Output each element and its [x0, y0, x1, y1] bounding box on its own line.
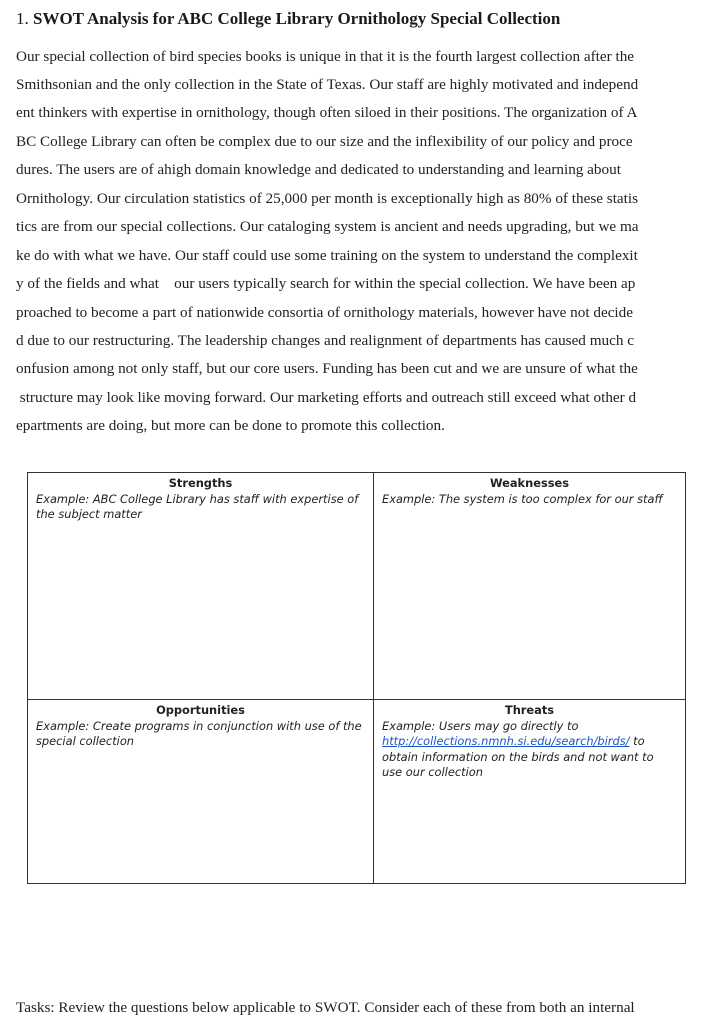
paragraph-line: d due to our restructuring. The leadership changes and realignment of departments has caused much c	[16, 332, 634, 349]
opportunities-cell	[28, 700, 374, 884]
paragraph-line: Smithsonian and the only collection in the State of Texas. Our staff are highly motivated and independ	[16, 76, 639, 93]
swot-row	[28, 473, 686, 700]
paragraph-line: epartments are doing, but more can be done to promote this collection.	[16, 417, 445, 434]
section-number: 1.	[16, 9, 29, 28]
threats-example	[382, 719, 677, 781]
paragraph-line: Ornithology. Our circulation statistics of 25,000 per month is exceptionally high as 80% of these statis	[16, 190, 639, 207]
paragraph-line: onfusion among not only staff, but our core users. Funding has been cut and we are unsure of what the	[16, 360, 638, 377]
tasks-text: Tasks: Review the questions below applicable to SWOT. Consider each of these from both an internal	[16, 999, 635, 1016]
opportunities-example: Example: Create programs in conjunction with use of the special collection	[36, 718, 362, 748]
opportunities-heading: Opportunities	[156, 703, 245, 717]
smithsonian-birds-link[interactable]: http://collections.nmnh.si.edu/search/birds/	[382, 734, 630, 748]
paragraph-line: tics are from our special collections. Our cataloging system is ancient and needs upgrading, but we ma	[16, 218, 639, 235]
section-heading	[16, 9, 560, 29]
paragraph-line: BC College Library can often be complex due to our size and the inflexibility of our policy and proce	[16, 133, 633, 150]
strengths-cell	[28, 473, 374, 700]
weaknesses-heading: Weaknesses	[489, 476, 570, 490]
paragraph-line: Our special collection of bird species books is unique in that it is the fourth largest collection after the	[16, 48, 635, 65]
threats-heading: Threats	[504, 703, 555, 717]
weaknesses-example: Example: The system is too complex for our staff	[382, 491, 663, 506]
threats-example-text: Example: Users may go directly to	[382, 718, 579, 733]
weaknesses-cell	[374, 473, 686, 700]
section-title: SWOT Analysis for ABC College Library Ornithology Special Collection	[33, 9, 561, 28]
paragraph-line: structure may look like moving forward. Our marketing efforts and outreach still exceed what other d	[16, 389, 637, 406]
swot-table	[27, 472, 686, 884]
paragraph-line: y of the fields and what our users typically search for within the special collection. We have been ap	[16, 275, 636, 292]
strengths-example: Example: ABC College Library has staff with expertise of the subject matter	[36, 491, 359, 521]
strengths-heading: Strengths	[168, 476, 233, 490]
paragraph-line: dures. The users are of ahigh domain knowledge and dedicated to understanding and learning about	[16, 161, 621, 178]
threats-example-text-continued: to obtain information on the birds and not want to use our collection	[382, 734, 654, 779]
paragraph-line: proached to become a part of nationwide consortia of ornithology materials, however have not decide	[16, 304, 633, 321]
paragraph-line: ent thinkers with expertise in ornithology, though often siloed in their positions. The organization of A	[16, 104, 638, 121]
swot-row	[28, 700, 686, 884]
paragraph-line: ke do with what we have. Our staff could use some training on the system to understand the complexit	[16, 247, 638, 264]
threats-cell	[374, 700, 686, 884]
